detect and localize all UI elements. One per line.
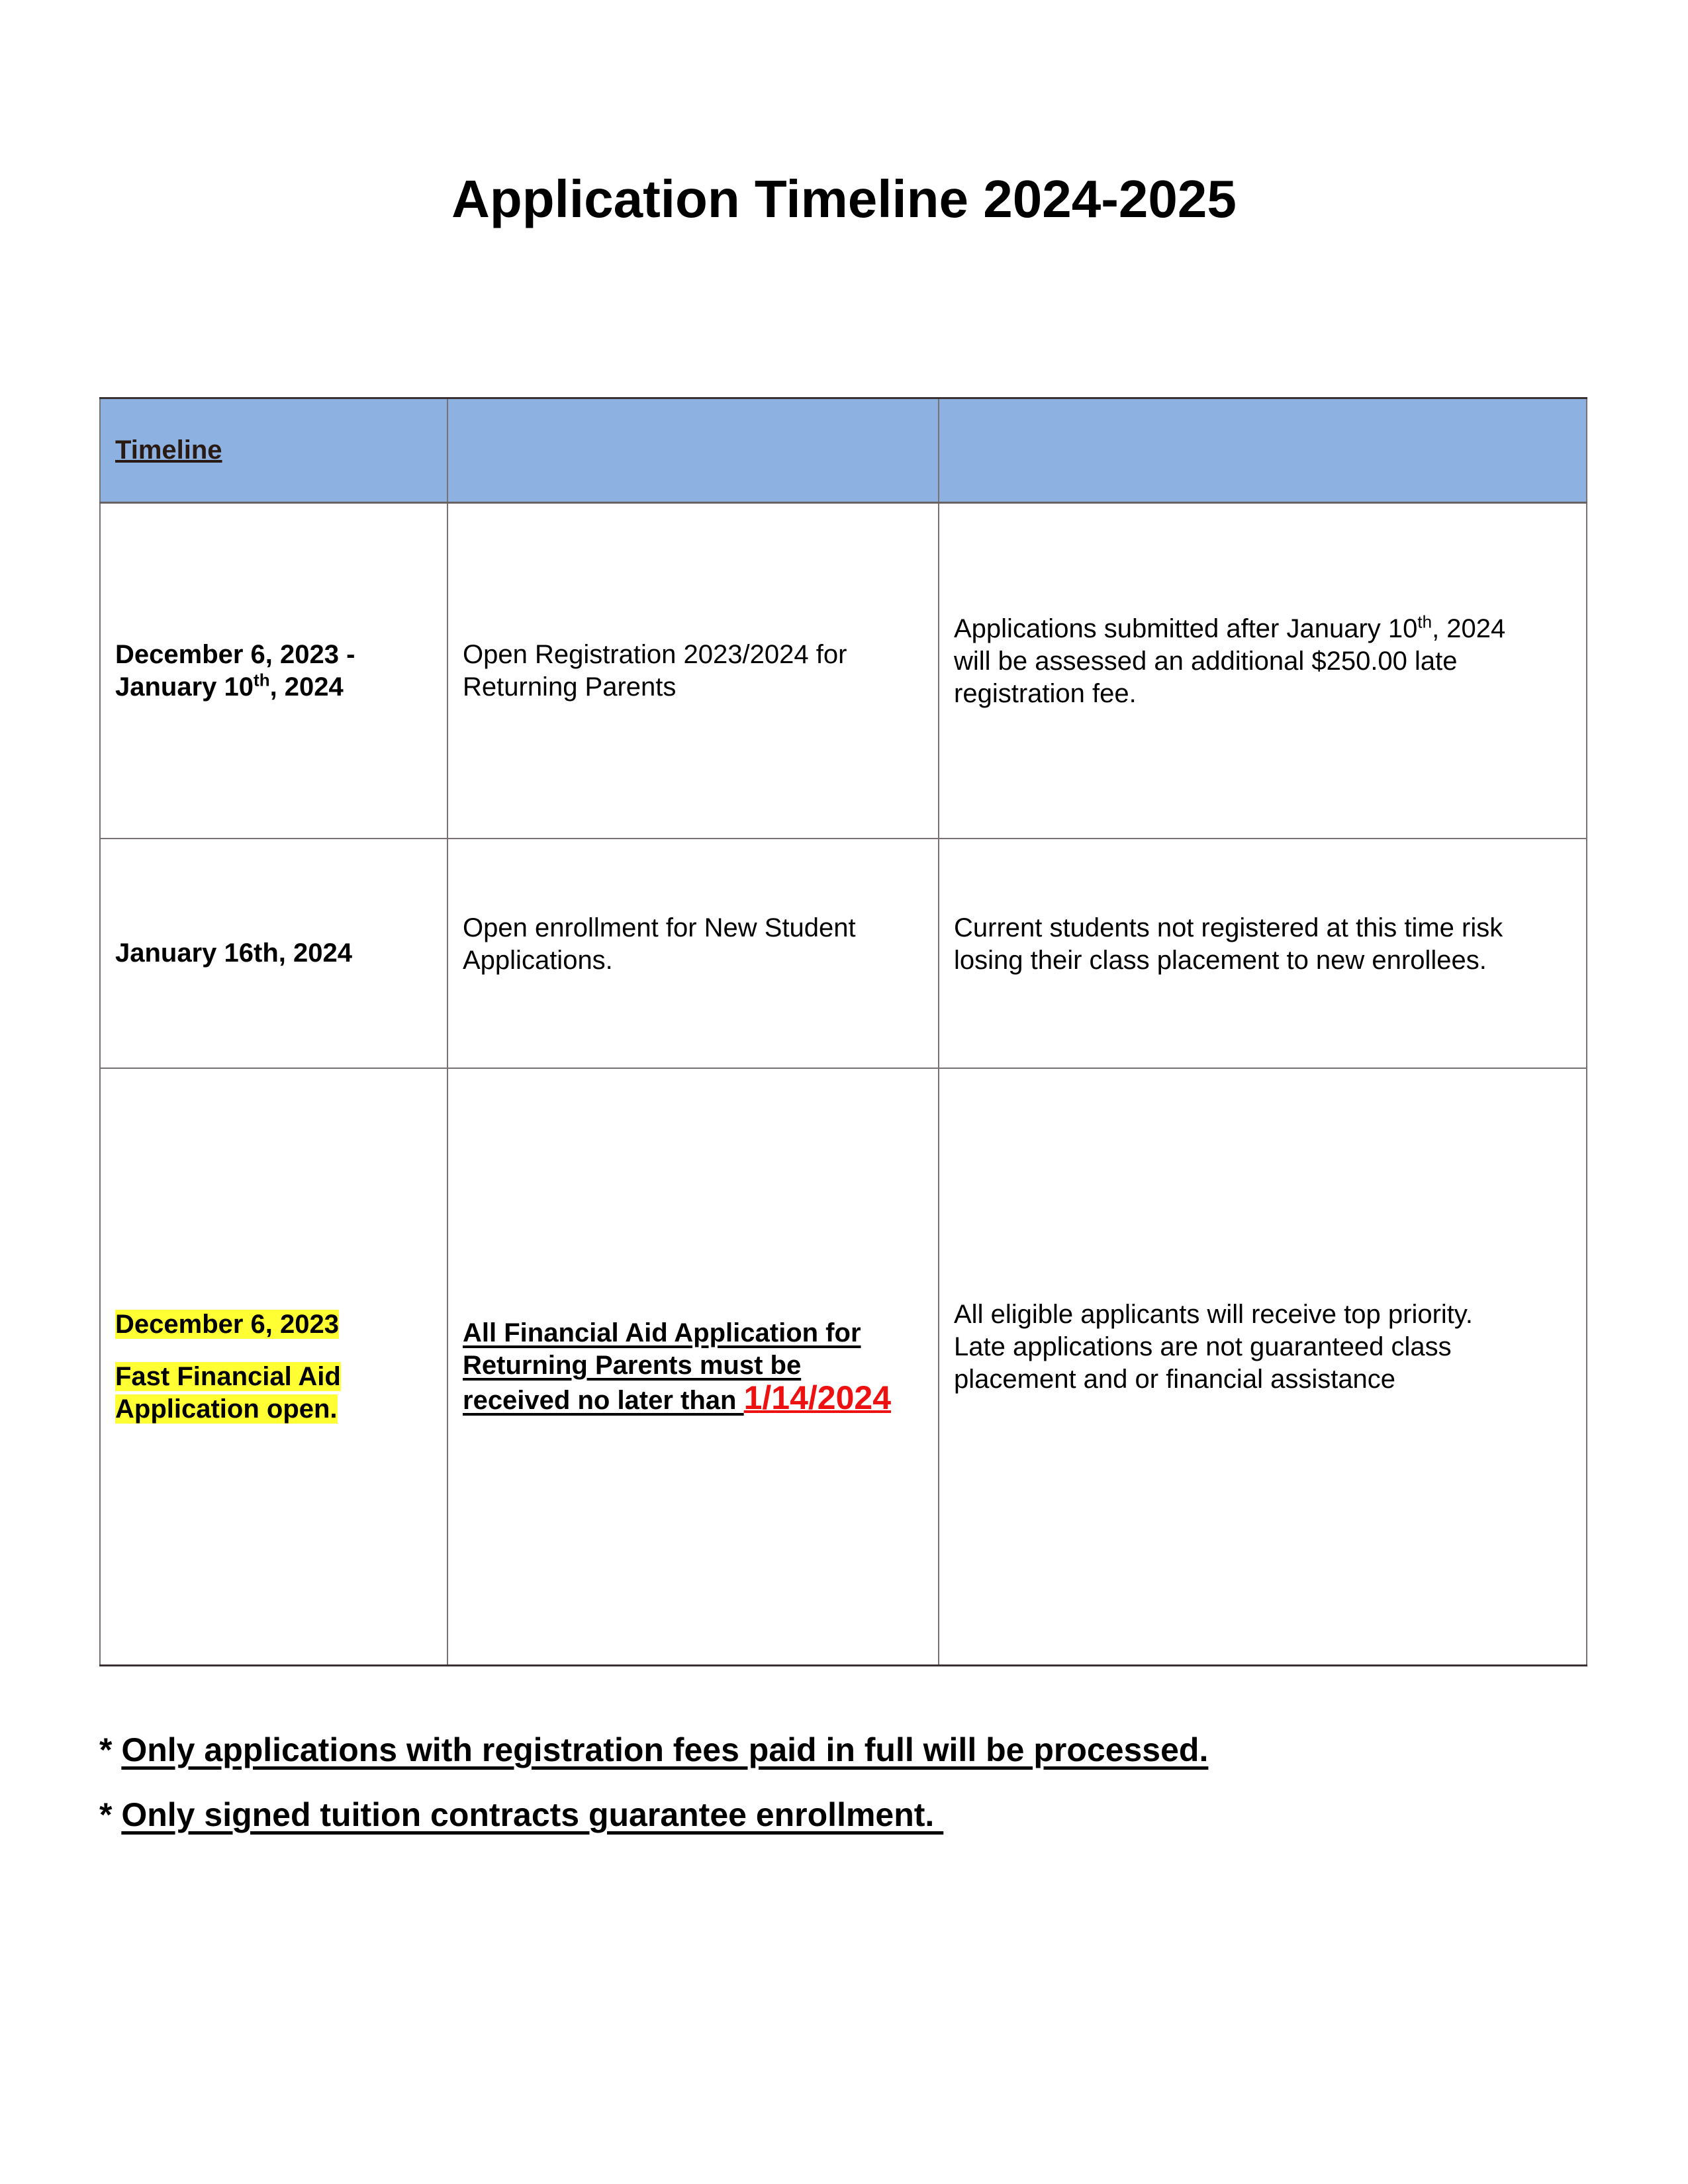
footnote-text: Only signed tuition contracts guarantee enrollment. — [121, 1796, 944, 1833]
header-label-timeline: Timeline — [115, 435, 222, 465]
table-row — [100, 839, 1587, 1068]
footnotes — [99, 1731, 1208, 1860]
highlighted-text: Application open. — [115, 1394, 338, 1424]
timeline-text — [115, 671, 432, 704]
event-cell — [447, 839, 939, 1068]
table-header-row — [100, 398, 1587, 503]
timeline-cell — [100, 839, 447, 1068]
footnote-text: Only applications with registration fees paid in full will be processed. — [121, 1731, 1209, 1768]
page-title: Application Timeline 2024-2025 — [451, 169, 1237, 228]
note-text: registration fee. — [954, 679, 1137, 708]
asterisk: * — [99, 1796, 122, 1833]
timeline-cell — [100, 503, 447, 839]
header-cell-3 — [939, 398, 1587, 503]
note-text: placement and or financial assistance — [954, 1364, 1396, 1394]
text: Applications submitted after January 10 — [954, 614, 1418, 643]
note-text: will be assessed an additional $250.00 late — [954, 647, 1458, 676]
highlighted-text: Fast Financial Aid — [115, 1361, 341, 1391]
note-cell — [939, 839, 1587, 1068]
event-text: Returning Parents — [463, 672, 677, 702]
event-cell — [447, 503, 939, 839]
text: January 10 — [115, 672, 254, 702]
footnote — [99, 1731, 1208, 1769]
event-text: Returning Parents must be — [463, 1350, 802, 1380]
deadline-date: 1/14/2024 — [743, 1379, 892, 1416]
asterisk: * — [99, 1731, 122, 1768]
table-row — [100, 1068, 1587, 1666]
note-text — [954, 613, 1571, 645]
highlighted-date: December 6, 2023 — [115, 1309, 340, 1339]
note-text: losing their class placement to new enrollees. — [954, 945, 1487, 975]
timeline-text: December 6, 2023 - — [115, 639, 355, 669]
timeline-table — [99, 397, 1587, 1666]
event-cell — [447, 1068, 939, 1666]
superscript: th — [1417, 612, 1432, 632]
note-cell — [939, 1068, 1587, 1666]
text: , 2024 — [1432, 614, 1506, 643]
superscript: th — [254, 670, 270, 690]
event-text: received no later than — [463, 1385, 744, 1415]
event-text: Open Registration 2023/2024 for — [463, 639, 847, 669]
footnote — [99, 1796, 1208, 1834]
note-text: Current students not registered at this time risk — [954, 913, 1503, 942]
table-row — [100, 503, 1587, 839]
timeline-cell — [100, 1068, 447, 1666]
note-text: All eligible applicants will receive top priority. — [954, 1299, 1474, 1329]
note-cell — [939, 503, 1587, 839]
event-text: Applications. — [463, 945, 613, 975]
text: , 2024 — [269, 672, 344, 702]
event-text: All Financial Aid Application for — [463, 1318, 861, 1347]
note-text: Late applications are not guaranteed class — [954, 1332, 1452, 1361]
header-cell-timeline — [100, 398, 447, 503]
header-cell-2 — [447, 398, 939, 503]
timeline-text: January 16th, 2024 — [115, 938, 352, 968]
event-text: Open enrollment for New Student — [463, 913, 856, 942]
